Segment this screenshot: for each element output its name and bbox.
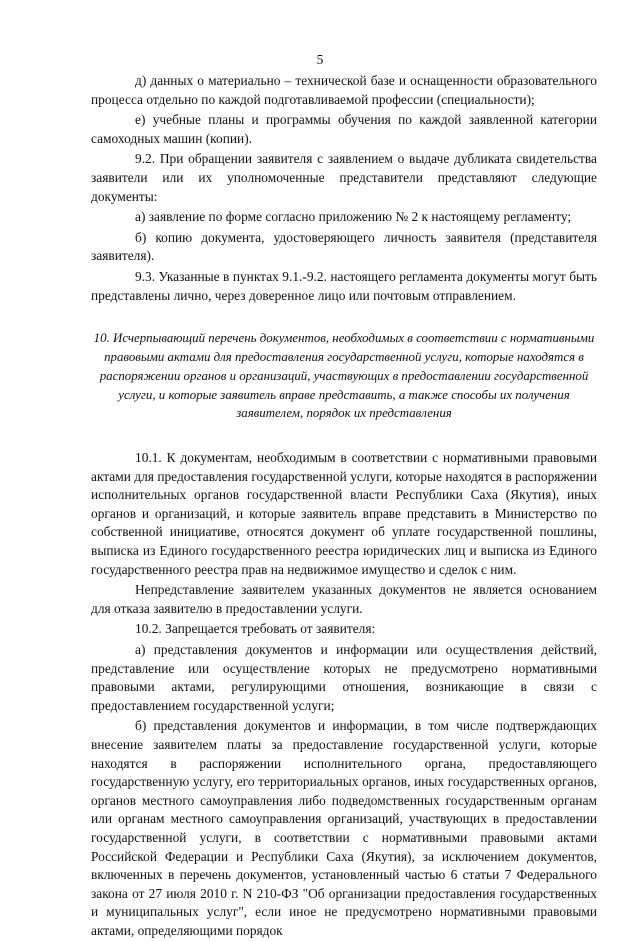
document-body (91, 72, 597, 941)
paragraph-9-3: 9.3. Указанные в пунктах 9.1.-9.2. настоящего регламента документы могут быть представлены лично, через доверенное лицо или почтовым отправлением. (91, 268, 597, 303)
paragraph-e-curricula: е) учебные планы и программы обучения по каждой заявленной категории самоходных машин (копии). (91, 112, 597, 146)
paragraph-10-1: 10.1. К документам, необходимым в соответствии с нормативными правовыми актами для предоставления государственной услуги, которые находятся в распоряжении исполнительных органов государственной власти Республики Саха (Якутия), иных органов и организаций, и которые заявитель вправе представить в Министерство по собственной инициативе, относятся документ об уплате государственной пошлины, выписка из Единого государственного реестра юридических лиц и выписка из Единого государственного реестра прав на недвижимое имущество и сделок с ним. (91, 450, 597, 577)
paragraph-a-application: а) заявление по форме согласно приложению № 2 к настоящему регламенту; (135, 209, 572, 225)
paragraph-b-identity-copy: б) копию документа, удостоверяющего личность заявителя (представителя заявителя). (91, 229, 597, 264)
paragraph-9-2: 9.2. При обращении заявителя с заявлением о выдаче дубликата свидетельства заявители или их уполномоченные представители представляют следующие документы: (91, 151, 597, 204)
paragraph-10-2-b: б) представления документов и информации, в том числе подтверждающих внесение заявителем платы за предоставление государственной услуги, которые находятся в распоряжении исполнительного органа, предоставляющего государственную услугу, его территориальных органов, иных государственных органов, органов местного самоуправления либо подведомственных государственным органам или органам местного самоуправления организаций, участвующих в предоставлении государственной услуги, в соответствии с нормативными правовыми актами Российской Федерации и Республики Саха (Якутия), за исключением документов, включенных в перечень документов, установленный частью 6 статьи 7 Федерального закона от 27 июля 2010 г. N 210-ФЗ "Об организации предоставления государственных и муниципальных услуг", если иное не предусмотрено нормативными правовыми актами, определяющими порядок (91, 718, 597, 938)
paragraph-d-material-base: д) данных о материально – технической базе и оснащенности образовательного процесса отдельно по каждой подготавливаемой профессии (специальности); (91, 73, 597, 107)
paragraph-10-2-a: а) представления документов и информации или осуществления действий, представление или осуществление которых не предусмотрено нормативными правовыми актами, регулирующими отношения, возникающие в связи с предоставлением государственной услуги; (91, 642, 597, 713)
page-number: 5 (316, 52, 324, 67)
paragraph-10-2: 10.2. Запрещается требовать от заявителя: (135, 621, 376, 637)
section-10-heading: 10. Исчерпывающий перечень документов, необходимых в соответствии с нормативными правовыми актами для предоставления государственной услуги, которые находятся в распоряжении органов и организаций, участвующих в предоставлении государственной услуги, и которые заявитель вправе представить, а также способы их получения заявителем, порядок их представления (93, 331, 595, 421)
paragraph-non-submission: Непредставление заявителем указанных документов не является основанием для отказа заявителю в предоставлении услуги. (91, 582, 597, 616)
